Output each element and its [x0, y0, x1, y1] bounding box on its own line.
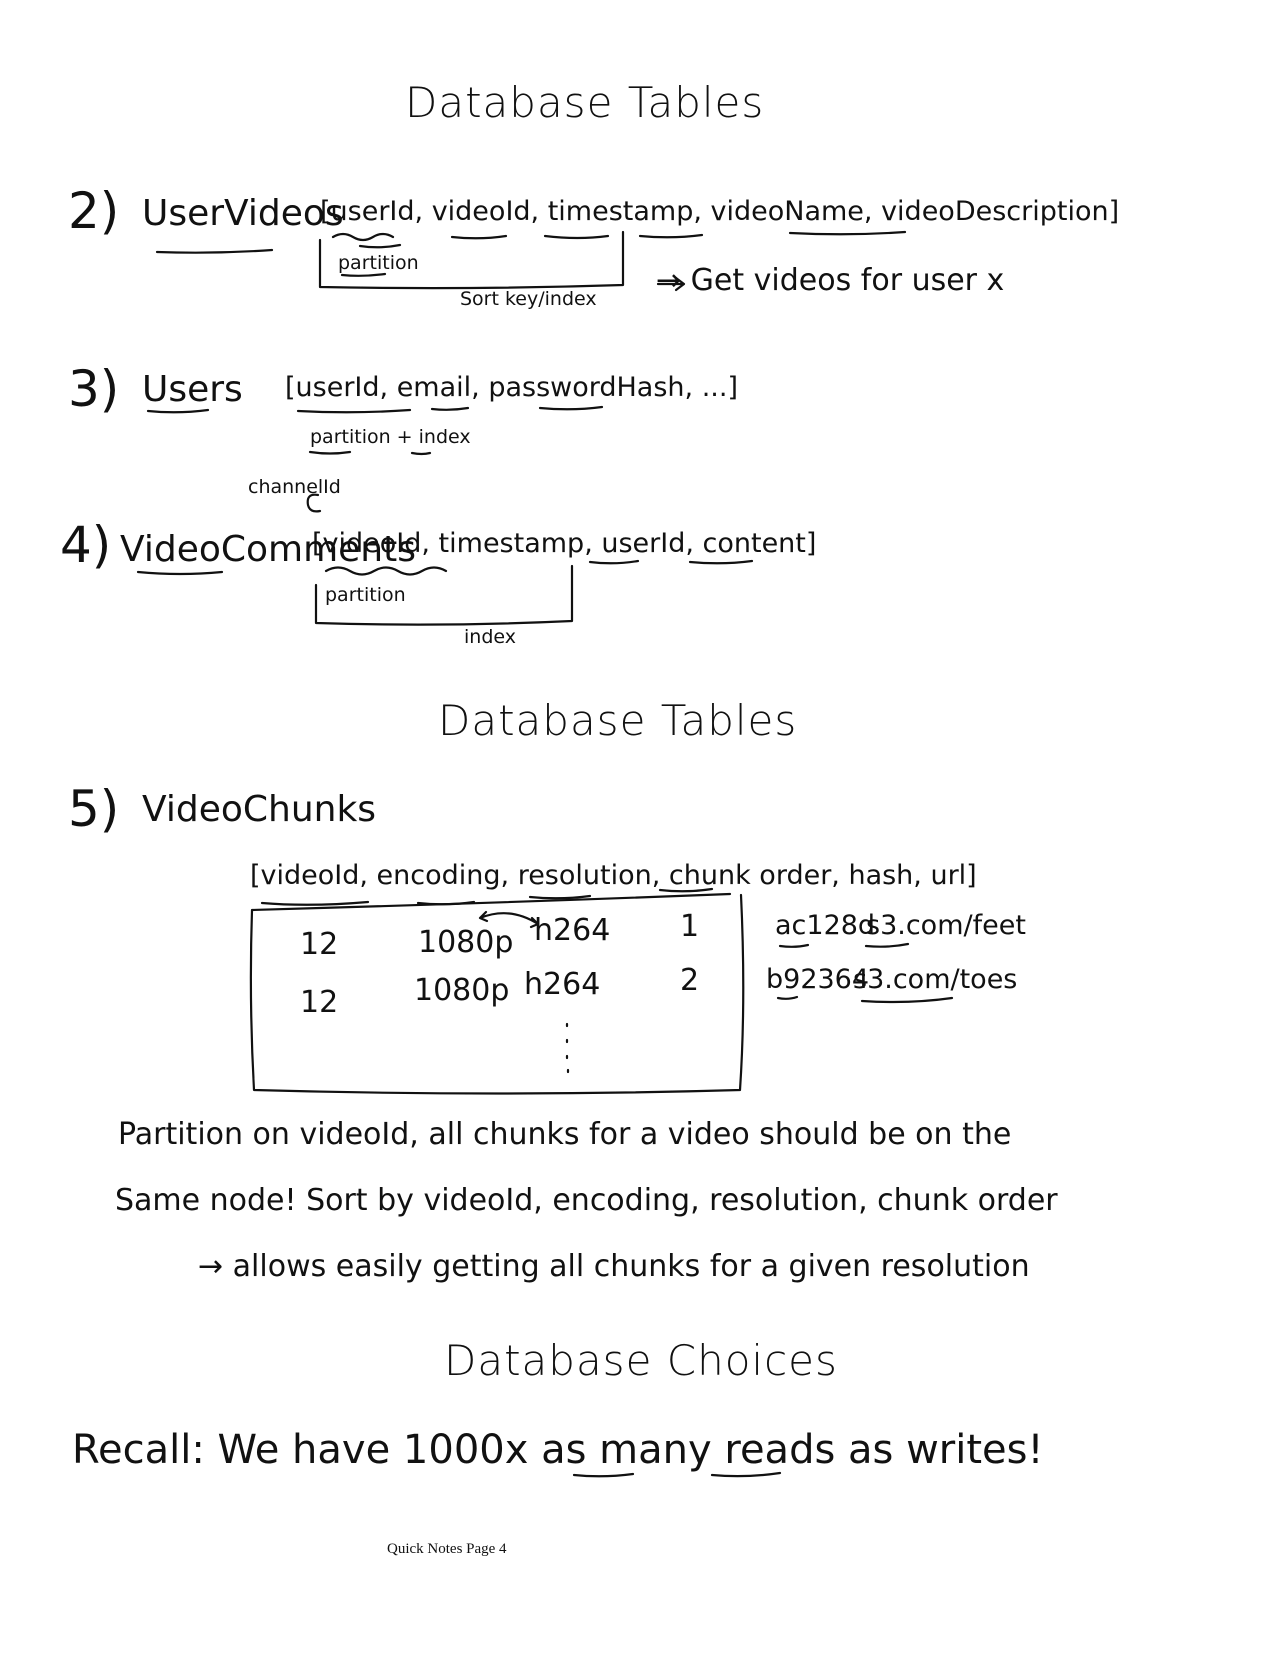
underline-email [432, 408, 468, 410]
chunk-row-2-hash: b92364 [766, 964, 870, 995]
underline-content [690, 561, 752, 563]
heading-database-choices: Database Choices [444, 1336, 838, 1385]
chunk-row-1-video-id: 12 [300, 927, 339, 962]
underline-password-hash [540, 407, 602, 409]
underline-url-1 [866, 944, 908, 947]
chunk-row-1-hash: ac128d [775, 910, 876, 941]
page-footer: Quick Notes Page 4 [387, 1541, 507, 1557]
underline-video-name [640, 235, 702, 237]
section-2-partition-label: partition [338, 252, 419, 274]
chunk-row-2-video-id: 12 [300, 985, 339, 1020]
section-3-partition-label: partition + index [310, 426, 471, 448]
section-4-schema: [videoId, timestamp, userId, content] [312, 528, 817, 559]
underline-user-videos [157, 250, 272, 253]
arrow-encoding-resolution [480, 912, 538, 927]
underline-writes [712, 1473, 780, 1476]
chunk-row-1-encoding: 1080p [418, 925, 514, 960]
section-2-number: 2) [68, 182, 120, 240]
arrow-channel-id [308, 495, 320, 512]
section-4-partition-label: partition [325, 584, 406, 606]
chunk-row-2-order: 2 [680, 963, 700, 998]
section-4-number: 4) [60, 516, 112, 574]
underline-user-id [360, 245, 400, 247]
arrow-sort-key [658, 278, 684, 290]
underline-partition-index [310, 452, 430, 454]
chunk-row-1-url: s3.com/feet [866, 910, 1026, 941]
squiggle-video-id [326, 568, 446, 575]
chunk-row-1-resolution: h264 [534, 913, 611, 948]
chunks-note-line-3: → allows easily getting all chunks for a given resolution [198, 1249, 1030, 1284]
squiggle-user-id [333, 234, 393, 240]
section-4-channel-label: channelId [248, 476, 341, 498]
section-3-schema: [userId, email, passwordHash, ...] [285, 372, 738, 403]
bracket-comments [316, 566, 572, 625]
underline-chunk-order [660, 889, 712, 891]
underline-reads [574, 1474, 633, 1476]
underline-video-id-5 [262, 902, 368, 905]
section-3-number: 3) [68, 360, 120, 418]
chunk-row-1-order: 1 [680, 909, 700, 944]
underline-video-description [790, 232, 905, 234]
chunks-note-line-1: Partition on videoId, all chunks for a video should be on the [118, 1117, 1012, 1152]
underline-user-id-4 [590, 561, 638, 563]
heading-database-tables-1: Database Tables [405, 78, 765, 127]
section-4-index-label: index [464, 626, 516, 648]
underline-video-comments [138, 572, 222, 574]
underline-user-id-3 [298, 410, 410, 412]
underline-hash-1 [780, 945, 808, 947]
underline-timestamp [545, 236, 608, 238]
section-5-schema: [videoId, encoding, resolution, chunk order, hash, url] [250, 860, 977, 891]
section-2-sort-key-label: Sort key/index [460, 288, 597, 310]
section-4-name: VideoComments [120, 529, 416, 570]
section-3-name: Users [142, 369, 243, 410]
section-2-note: → Get videos for user x [656, 263, 1005, 298]
chunk-row-2-url: s3.com/toes [853, 964, 1018, 995]
chunks-note-line-2: Same node! Sort by videoId, encoding, resolution, chunk order [115, 1183, 1058, 1218]
recall-text: Recall: We have 1000x as many reads as writes! [72, 1427, 1044, 1473]
heading-database-tables-2: Database Tables [438, 696, 798, 745]
underline-hash-2 [778, 997, 797, 999]
chunks-table-box [251, 894, 743, 1094]
section-5-name: VideoChunks [142, 789, 377, 830]
underline-partition-label [342, 274, 385, 276]
underline-video-id [452, 236, 506, 238]
underline-url-2 [862, 998, 952, 1002]
chunk-row-2-encoding: 1080p [414, 973, 510, 1008]
chunk-row-2-resolution: h264 [524, 967, 601, 1002]
underline-resolution [530, 896, 590, 898]
section-5-number: 5) [68, 780, 120, 838]
underline-users [148, 410, 208, 412]
section-2-schema: [userId, videoId, timestamp, videoName, videoDescription] [320, 196, 1120, 227]
section-2-name: UserVideos [142, 193, 344, 234]
